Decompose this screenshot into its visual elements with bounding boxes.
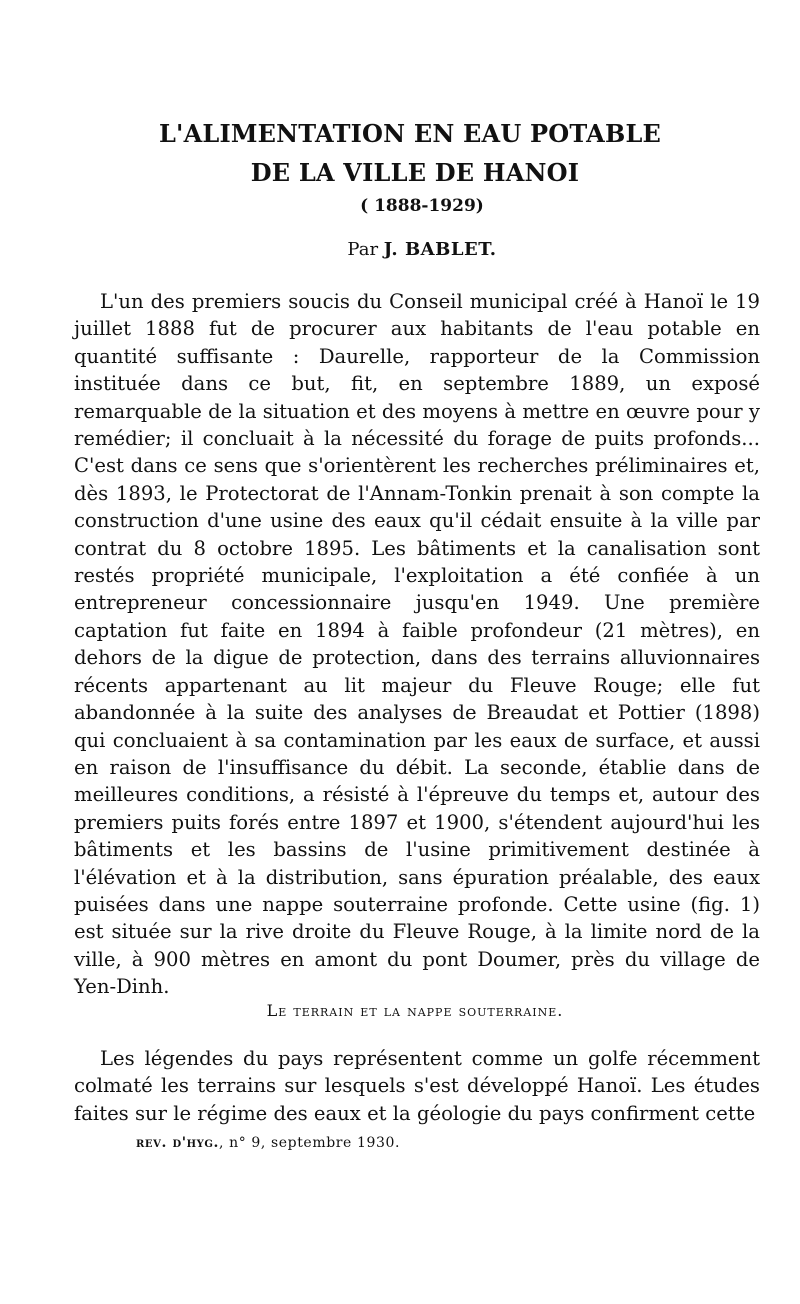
- author-prefix: Par: [347, 239, 379, 260]
- page-footer: [136, 1135, 400, 1151]
- footer-journal: rev. d'hyg.: [136, 1135, 219, 1151]
- article-title-line-2: DE LA VILLE DE HANOI: [250, 158, 580, 187]
- article-years: ( 1888-1929): [360, 196, 484, 216]
- body-paragraph-2: Les légendes du pays représentent comme un golfe récemment colmaté les terrains sur lesquels s'est développé Hanoï. Les études faites sur le régime des eaux et la géologie du pays confirment cette: [74, 1047, 760, 1125]
- body-paragraph-1: L'un des premiers soucis du Conseil municipal créé à Hanoï le 19 juillet 1888 fut de procurer aux habitants de l'eau potable en quantité suffisante : Daurelle, rapporteur de la Commission instituée dans ce but, fit, en septembre 1889, un exposé remarquable de la situation et des moyens à mettre en œuvre pour y remédier; il concluait à la nécessité du forage de puits profonds... C'est dans ce sens que s'orientèrent les recherches préliminaires et, dès 1893, le Protectorat de l'Annam-Tonkin prenait à son compte la construction d'une usine des eaux qu'il cédait ensuite à la ville par contrat du 8 octobre 1895. Les bâtiments et la canalisation sont restés propriété municipale, l'exploitation a été confiée à un entrepreneur concessionnaire jusqu'en 1949. Une première captation fut faite en 1894 à faible profondeur (21 mètres), en dehors de la digue de protection, dans des terrains alluvionnaires récents appartenant au lit majeur du Fleuve Rouge; elle fut abandonnée à la suite des analyses de Breaudat et Pottier (1898) qui concluaient à sa contamination par les eaux de surface, et aussi en raison de l'insuffisance du débit. La seconde, établie dans de meilleures conditions, a résisté à l'épreuve du temps et, autour des premiers puits forés entre 1897 et 1900, s'étendent aujourd'hui les bâtiments et les bassins de l'usine primitivement destinée à l'élévation et à la distribution, sans épuration préalable, des eaux puisées dans une nappe souterraine profonde. Cette usine (fig. 1) est située sur la rive droite du Fleuve Rouge, à la limite nord de la ville, à 900 mètres en amont du pont Doumer, près du village de Yen-Dinh.: [74, 290, 760, 999]
- article-title-line-1: L'ALIMENTATION EN EAU POTABLE: [158, 119, 662, 148]
- author-line: [0, 239, 800, 260]
- footer-issue: , n° 9, septembre 1930.: [219, 1135, 401, 1151]
- author-name: J. BABLET.: [383, 239, 497, 260]
- section-heading: Le terrain et la nappe souterraine.: [266, 1001, 564, 1020]
